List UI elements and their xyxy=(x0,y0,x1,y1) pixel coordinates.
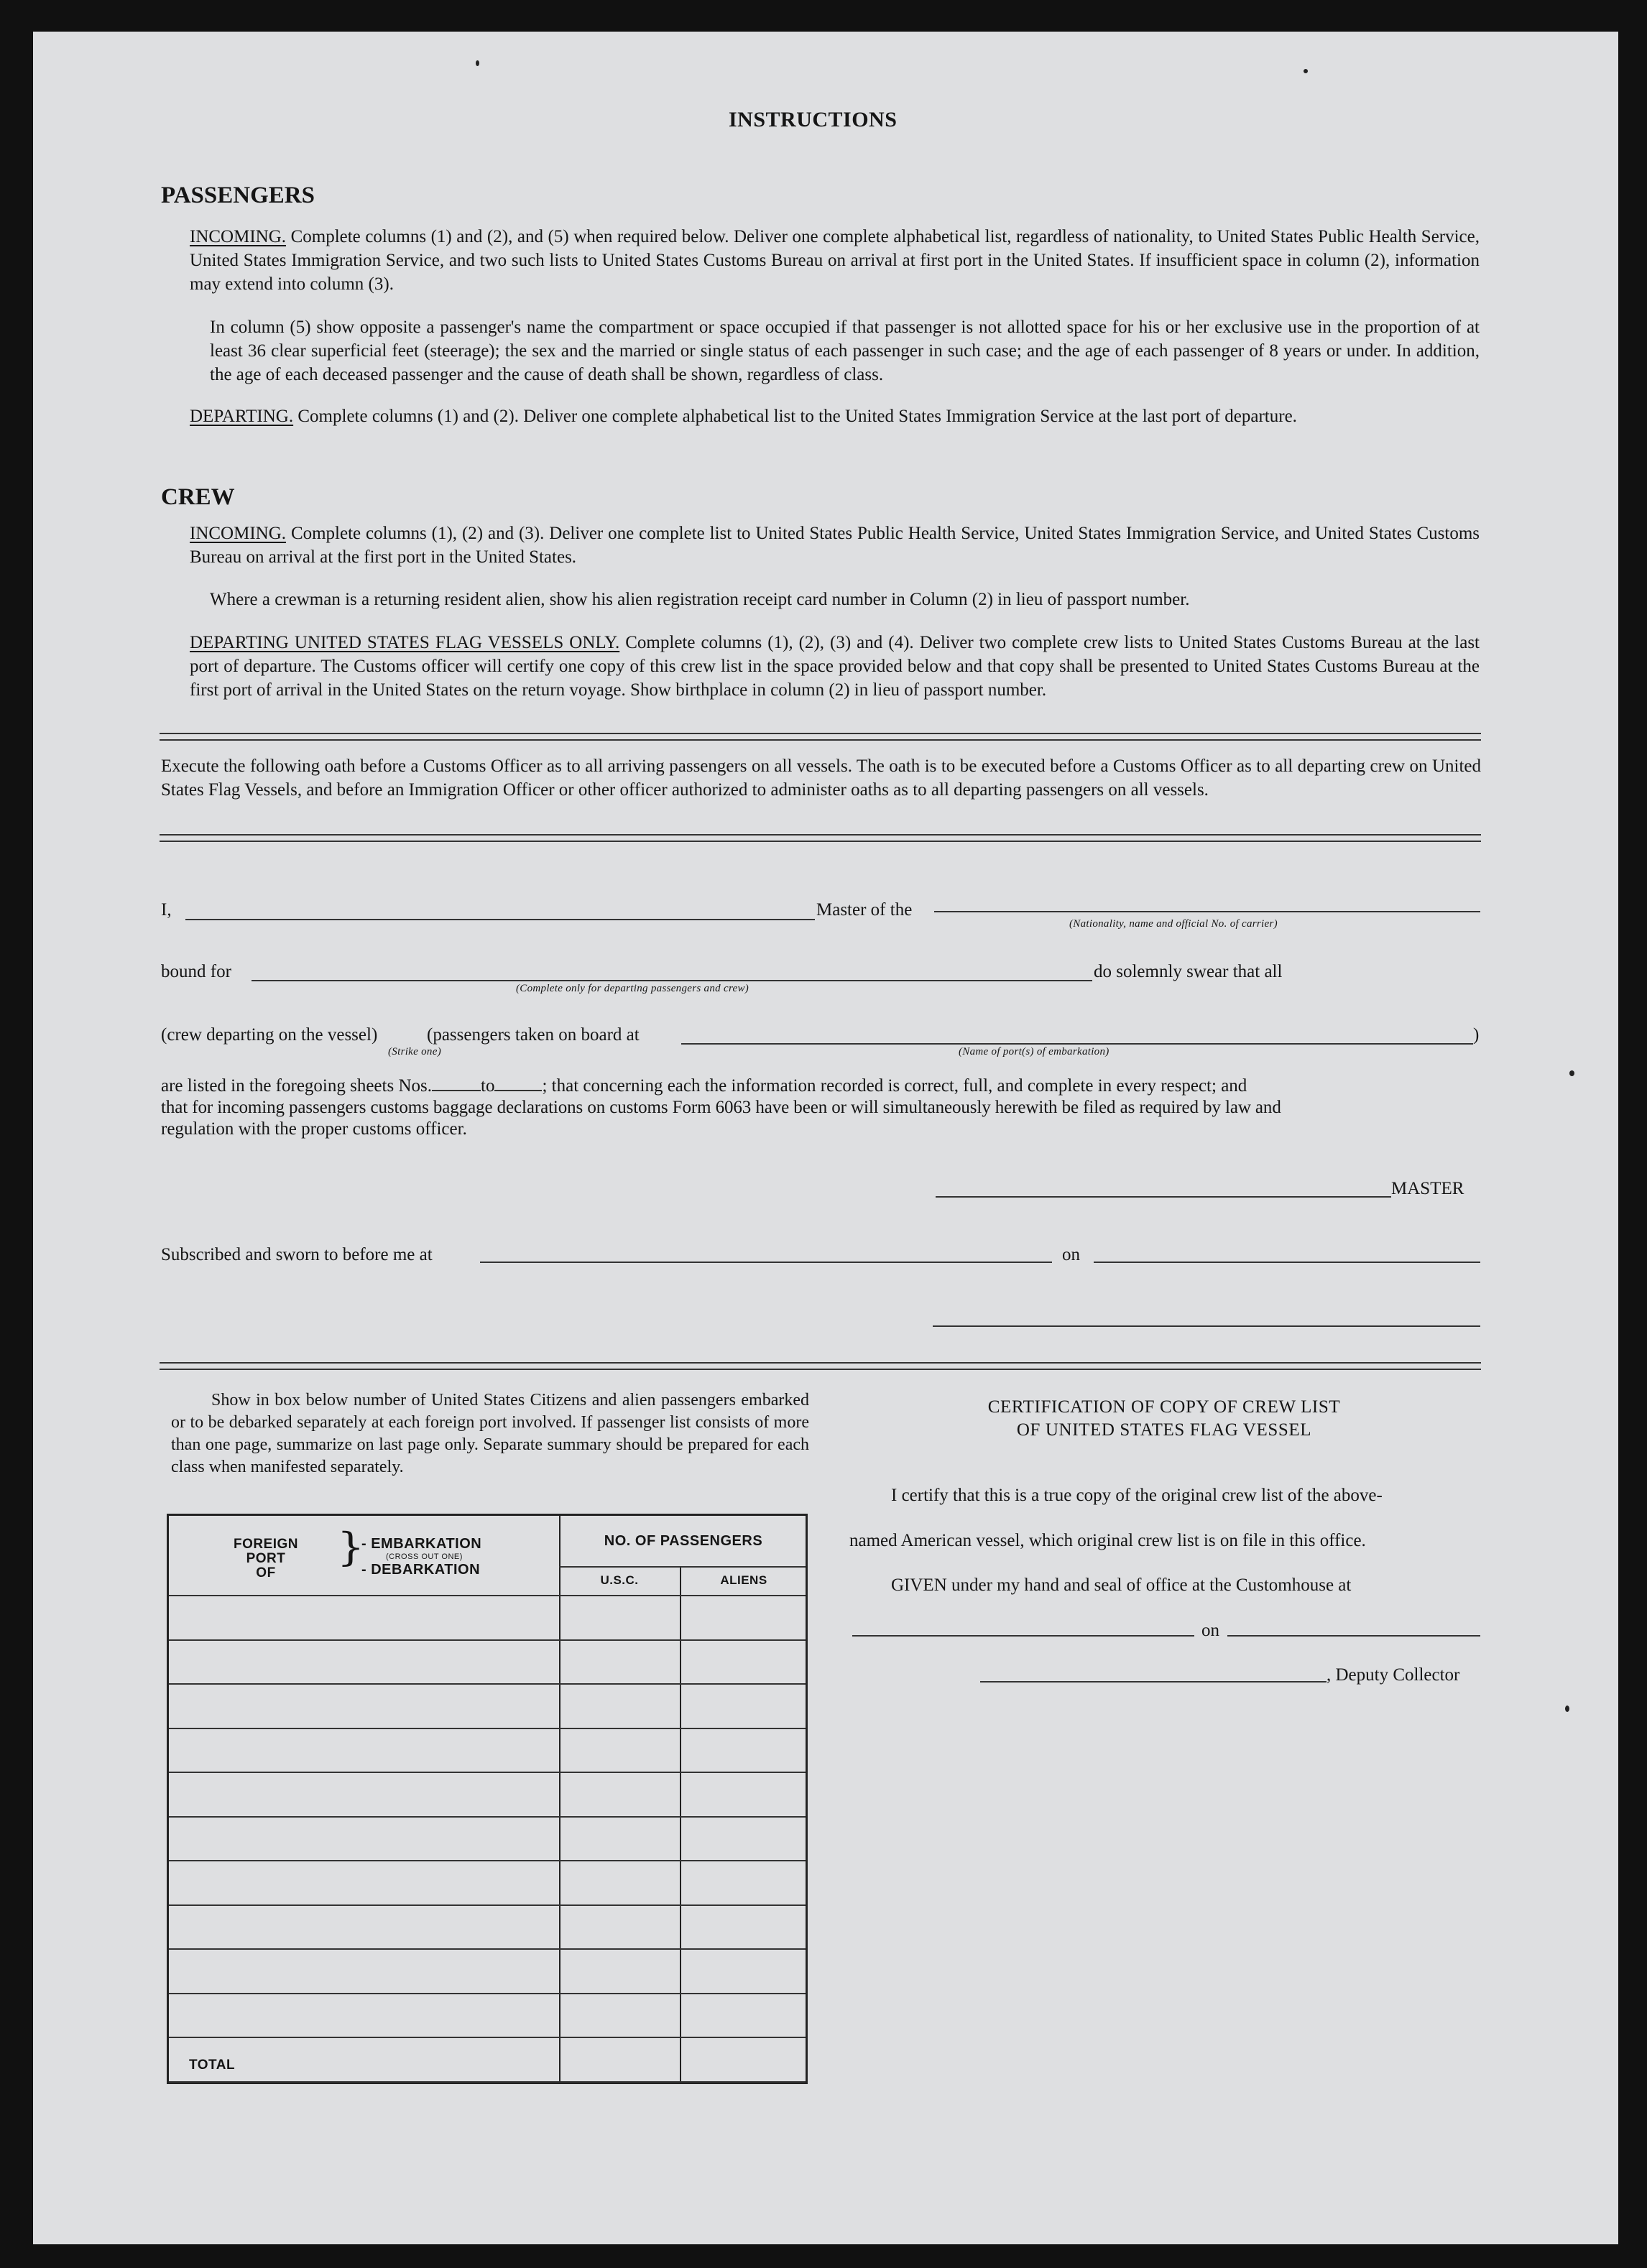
master-of-the-label: Master of the xyxy=(816,900,913,920)
close-paren: ) xyxy=(1473,1025,1480,1045)
passengers-column5-paragraph: In column (5) show opposite a passenger's name the compartment or space occupied if that passenger is not allotted space for his or her exclusive use in the proportion of at least 36 clear superficial feet (steerage); the sex and the married or single status of each passenger in such case; and the age of each passenger of 8 years or under. In addition, the age of each deceased passenger and the cause of death shall be shown, regardless of class. xyxy=(210,318,1480,384)
debarkation-option[interactable]: - DEBARKATION xyxy=(361,1562,481,1578)
scan-speck xyxy=(1304,69,1308,73)
crew-incoming-text: Complete columns (1), (2) and (3). Deliver one complete list to United States Public Health Service, United States Immigration Service, and United States Customs Bureau on arrival at the first port in the United States. xyxy=(190,524,1480,567)
swear-text: do solemnly swear that all xyxy=(1094,962,1283,981)
deputy-signature-line[interactable] xyxy=(980,1681,1327,1683)
strike-one-hint: (Strike one) xyxy=(388,1046,441,1057)
listed-to: to xyxy=(481,1076,495,1096)
listed-text-4: regulation with the proper customs officer. xyxy=(161,1119,467,1139)
passengers-taken-option: (passengers taken on board at xyxy=(427,1025,640,1045)
passenger-summary-table xyxy=(167,1514,808,2084)
table-row[interactable] xyxy=(169,1772,806,1816)
table-row[interactable] xyxy=(169,1904,806,1949)
header-divider xyxy=(559,1566,806,1568)
oath-i-label: I, xyxy=(161,900,172,920)
certification-heading-line-1: CERTIFICATION OF COPY OF CREW LIST xyxy=(987,1397,1341,1417)
crew-resident-paragraph: Where a crewman is a returning resident alien, show his alien registration receipt card number in Column (2) in lieu of passport number. xyxy=(210,590,1190,609)
subscribed-on-label: on xyxy=(1062,1245,1080,1264)
header-of: OF xyxy=(256,1565,276,1580)
passengers-departing-label: DEPARTING. xyxy=(190,407,294,426)
certification-heading-line-2: OF UNITED STATES FLAG VESSEL xyxy=(1016,1420,1312,1440)
bound-for-hint: (Complete only for departing passengers and crew) xyxy=(516,983,749,994)
embarkation-ports-line[interactable] xyxy=(681,1043,1473,1045)
certification-on-label: on xyxy=(1201,1621,1219,1640)
scan-speck xyxy=(476,60,479,66)
embarkation-option[interactable]: - EMBARKATION xyxy=(361,1536,482,1552)
sheet-to-field[interactable] xyxy=(494,1090,542,1091)
scan-speck xyxy=(1565,1705,1569,1712)
listed-text-2: ; that concerning each the information recorded is correct, full, and complete in every respect; and xyxy=(542,1076,1247,1096)
bound-for-label: bound for xyxy=(161,962,231,981)
passengers-heading: PASSENGERS xyxy=(161,182,315,208)
certification-heading xyxy=(848,1396,1480,1442)
crew-heading: CREW xyxy=(161,484,235,510)
master-signature-line[interactable] xyxy=(936,1196,1391,1198)
table-row[interactable] xyxy=(169,2037,806,2081)
passengers-incoming-paragraph xyxy=(190,225,1480,296)
table-row[interactable] xyxy=(169,1816,806,1861)
oath-declaration xyxy=(161,1075,1483,1140)
certification-line-2: named American vessel, which original crew list is on file in this office. xyxy=(849,1531,1366,1550)
passengers-departing-text: Complete columns (1) and (2). Deliver one complete alphabetical list to the United States Immigration Service at the last port of departure. xyxy=(297,407,1297,426)
bound-for-line[interactable] xyxy=(252,980,1092,981)
crew-departing-text: Complete columns (1), (2), (3) and (4). Deliver two complete crew lists to United States Customs Bureau at the last port of departure. The Customs officer will certify one copy of this crew list in the space provided below and that copy shall be presented to United States Customs Bureau at the first port of arrival in the United States on the return voyage. Show birthplace in column (2) in lieu of passport number. xyxy=(190,633,1480,700)
table-row[interactable] xyxy=(169,1728,806,1772)
sheet-from-field[interactable] xyxy=(432,1090,481,1091)
certification-date-line[interactable] xyxy=(1227,1635,1480,1637)
section-divider xyxy=(160,1362,1481,1370)
scan-speck xyxy=(1569,1070,1574,1076)
brace-glyph: } xyxy=(337,1524,365,1570)
master-label: MASTER xyxy=(1391,1179,1464,1198)
crew-departing-paragraph xyxy=(190,631,1480,702)
passengers-departing-paragraph xyxy=(190,404,1480,428)
passengers-incoming-label: INCOMING. xyxy=(190,227,287,246)
certification-line-1: I certify that this is a true copy of the original crew list of the above- xyxy=(891,1486,1383,1505)
header-foreign: FOREIGN xyxy=(233,1537,299,1552)
table-row[interactable] xyxy=(169,1639,806,1684)
listed-text-1: are listed in the foregoing sheets Nos. xyxy=(161,1076,432,1096)
table-row[interactable] xyxy=(169,1948,806,1993)
aliens-header: ALIENS xyxy=(720,1573,767,1587)
cross-out-hint: (CROSS OUT ONE) xyxy=(386,1552,463,1561)
summary-instructions: Show in box below number of United States Citizens and alien passengers embarked or to be debarked separately at each foreign port involved. If passenger list consists of more than one page, summarize on last page only. Separate summary should be prepared for each class when manifested separately. xyxy=(171,1391,809,1476)
listed-text-3: that for incoming passengers customs baggage declarations on customs Form 6063 have been or will simultaneously herewith be filed as required by law and xyxy=(161,1098,1281,1117)
deputy-collector-label: , Deputy Collector xyxy=(1327,1665,1460,1685)
carrier-hint: (Nationality, name and official No. of carrier) xyxy=(1069,918,1278,930)
usc-header: U.S.C. xyxy=(600,1573,639,1587)
carrier-line[interactable] xyxy=(934,911,1480,912)
section-divider xyxy=(160,733,1481,741)
officer-signature-line[interactable] xyxy=(933,1325,1480,1327)
master-name-line[interactable] xyxy=(185,919,815,920)
passengers-incoming-text: Complete columns (1) and (2), and (5) when required below. Deliver one complete alphabetical list, regardless of nationality, to United States Public Health Service, United States Immigration Service, and two such lists to United States Customs Bureau on arrival at first port in the United States. If insufficient space in column (2), information may extend into column (3). xyxy=(190,227,1480,294)
table-row[interactable] xyxy=(169,1683,806,1728)
total-label: TOTAL xyxy=(189,2058,236,2073)
crew-departing-label: DEPARTING UNITED STATES FLAG VESSELS ONLY. xyxy=(190,633,620,652)
foreign-port-of-header xyxy=(219,1537,313,1580)
page-title: INSTRUCTIONS xyxy=(729,108,898,131)
oath-instruction: Execute the following oath before a Customs Officer as to all arriving passengers on all vessels. The oath is to be executed before a Customs Officer as to all departing crew on United States Flag Vessels, and before an Immigration Officer or other officer authorized to administer oaths as to all departing passengers on all vessels. xyxy=(161,756,1481,800)
crew-incoming-paragraph xyxy=(190,522,1480,569)
table-row[interactable] xyxy=(169,1993,806,2037)
section-divider xyxy=(160,834,1481,842)
subscribed-place-line[interactable] xyxy=(480,1262,1052,1263)
no-of-passengers-header: NO. OF PASSENGERS xyxy=(604,1533,763,1549)
certification-line-3: GIVEN under my hand and seal of office at the Customhouse at xyxy=(891,1575,1352,1595)
table-row-line xyxy=(169,2081,806,2083)
crew-departing-option: (crew departing on the vessel) xyxy=(161,1025,378,1045)
table-row[interactable] xyxy=(169,1595,806,1639)
subscribed-label: Subscribed and sworn to before me at xyxy=(161,1245,433,1264)
ports-hint: (Name of port(s) of embarkation) xyxy=(959,1046,1109,1057)
header-port: PORT xyxy=(246,1551,286,1566)
subscribed-date-line[interactable] xyxy=(1094,1262,1480,1263)
table-row[interactable] xyxy=(169,1860,806,1904)
crew-incoming-label: INCOMING. xyxy=(190,524,287,543)
customhouse-line[interactable] xyxy=(852,1635,1194,1637)
